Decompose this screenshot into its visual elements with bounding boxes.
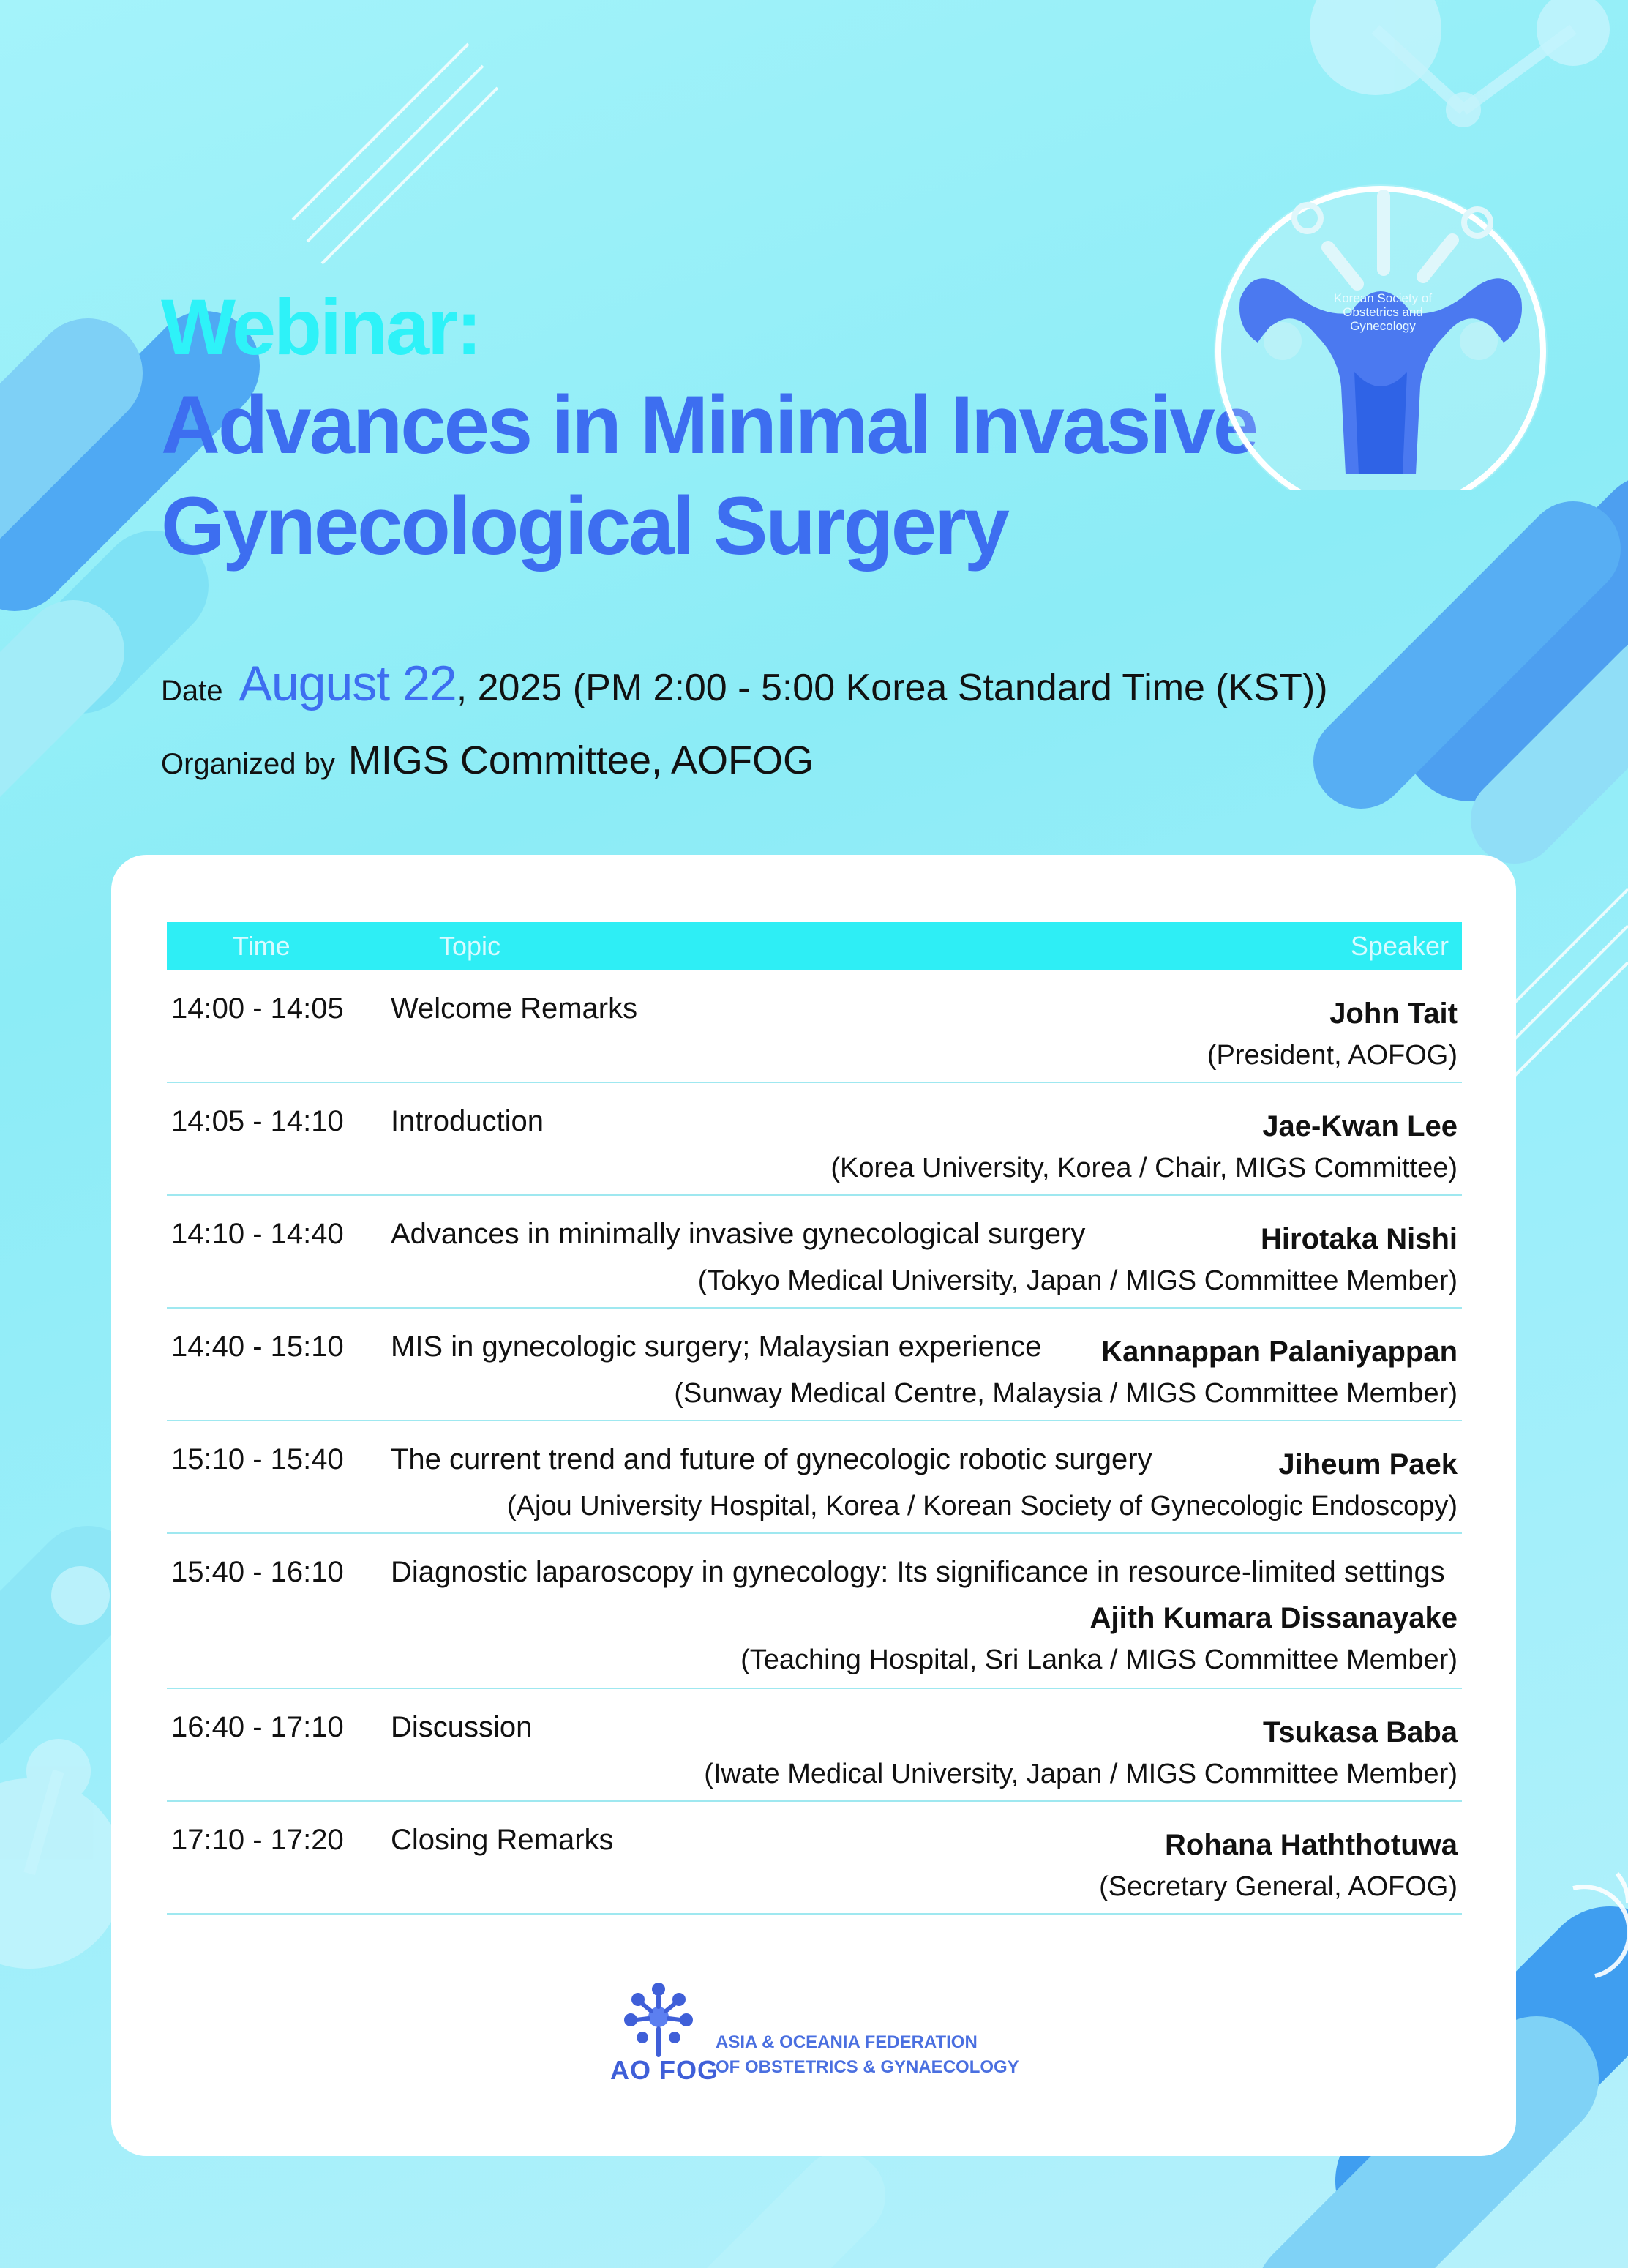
aofog-logo-text: AO FOG [610,2055,719,2085]
row-time: 15:40 - 16:10 [171,1556,344,1588]
header-speaker: Speaker [1350,931,1449,961]
row-time: 14:05 - 14:10 [171,1105,344,1137]
program-card [111,855,1516,2156]
row-affiliation: (Ajou University Hospital, Korea / Korean Society of Gynecologic Endoscopy) [507,1491,1458,1522]
row-speaker: Jiheum Paek [1278,1448,1458,1481]
row-topic: Diagnostic laparoscopy in gynecology: Its significance in resource-limited settings [391,1556,1445,1588]
row-speaker-block [674,1331,1458,1414]
date-label: Date [161,675,223,707]
header-topic: Topic [439,931,501,961]
organizer-row [161,738,814,783]
row-speaker-block [1207,992,1458,1076]
footer-org-line2: OF OBSTETRICS & GYNAECOLOGY [716,2057,1019,2077]
row-time: 14:10 - 14:40 [171,1218,344,1250]
event-date-row [161,655,1328,712]
table-header [167,922,1462,970]
table-row [167,1689,1462,1802]
row-speaker: Tsukasa Baba [1262,1716,1458,1748]
row-affiliation: (Sunway Medical Centre, Malaysia / MIGS Committee Member) [674,1378,1458,1409]
row-speaker-block [740,1597,1458,1680]
row-time: 14:00 - 14:05 [171,992,344,1025]
row-affiliation: (Korea University, Korea / Chair, MIGS Committee) [830,1153,1458,1183]
uterus-emblem-icon [1211,181,1550,490]
title-line-surgery: Gynecological Surgery [161,480,1008,572]
row-affiliation: (President, AOFOG) [1207,1040,1458,1071]
footer-org-name [716,2030,1019,2080]
row-topic: Introduction [391,1105,544,1137]
table-row [167,1083,1462,1196]
row-affiliation: (Secretary General, AOFOG) [1099,1871,1458,1902]
table-row [167,1421,1462,1534]
date-highlight: August 22 [239,656,457,711]
row-topic: Closing Remarks [391,1824,614,1856]
header-time: Time [233,931,290,961]
emblem-label: Korean Society of Obstetrics and Gynecology [1333,291,1433,333]
row-speaker: Kannappan Palaniyappan [1101,1336,1458,1368]
row-topic: Advances in minimally invasive gynecological surgery [391,1218,1086,1250]
row-speaker: Rohana Haththotuwa [1165,1829,1458,1861]
program-table [167,922,1462,1915]
row-speaker: Hirotaka Nishi [1261,1223,1458,1255]
table-row [167,970,1462,1083]
row-topic: The current trend and future of gynecologic robotic surgery [391,1443,1152,1475]
row-time: 14:40 - 15:10 [171,1331,344,1363]
row-speaker-block [704,1711,1458,1794]
row-time: 15:10 - 15:40 [171,1443,344,1475]
row-speaker: Jae-Kwan Lee [1262,1110,1458,1142]
row-topic: Welcome Remarks [391,992,638,1025]
organizer-name: MIGS Committee, AOFOG [348,738,814,782]
row-time: 16:40 - 17:10 [171,1711,344,1743]
row-speaker-block [830,1105,1458,1189]
table-row [167,1196,1462,1309]
footer-org-line1: ASIA & OCEANIA FEDERATION [716,2032,978,2052]
table-row [167,1309,1462,1421]
row-affiliation: (Teaching Hospital, Sri Lanka / MIGS Committee Member) [740,1644,1458,1675]
row-speaker: John Tait [1329,998,1458,1030]
row-affiliation: (Iwate Medical University, Japan / MIGS Committee Member) [704,1759,1458,1789]
table-row [167,1802,1462,1915]
row-speaker: Ajith Kumara Dissanayake [1089,1602,1458,1634]
row-speaker-block [1099,1824,1458,1907]
row-speaker-block [698,1218,1458,1301]
organizer-label: Organized by [161,748,335,780]
row-affiliation: (Tokyo Medical University, Japan / MIGS Committee Member) [697,1265,1458,1296]
table-row [167,1534,1462,1689]
title-webinar: Webinar: [161,282,481,371]
row-topic: MIS in gynecologic surgery; Malaysian experience [391,1331,1042,1363]
row-speaker-block [507,1443,1458,1527]
title-line-advances: Advances in Minimal Invasive [161,379,1257,471]
row-time: 17:10 - 17:20 [171,1824,344,1856]
row-topic: Discussion [391,1711,533,1743]
date-details: , 2025 (PM 2:00 - 5:00 Korea Standard Time (KST)) [456,667,1328,709]
